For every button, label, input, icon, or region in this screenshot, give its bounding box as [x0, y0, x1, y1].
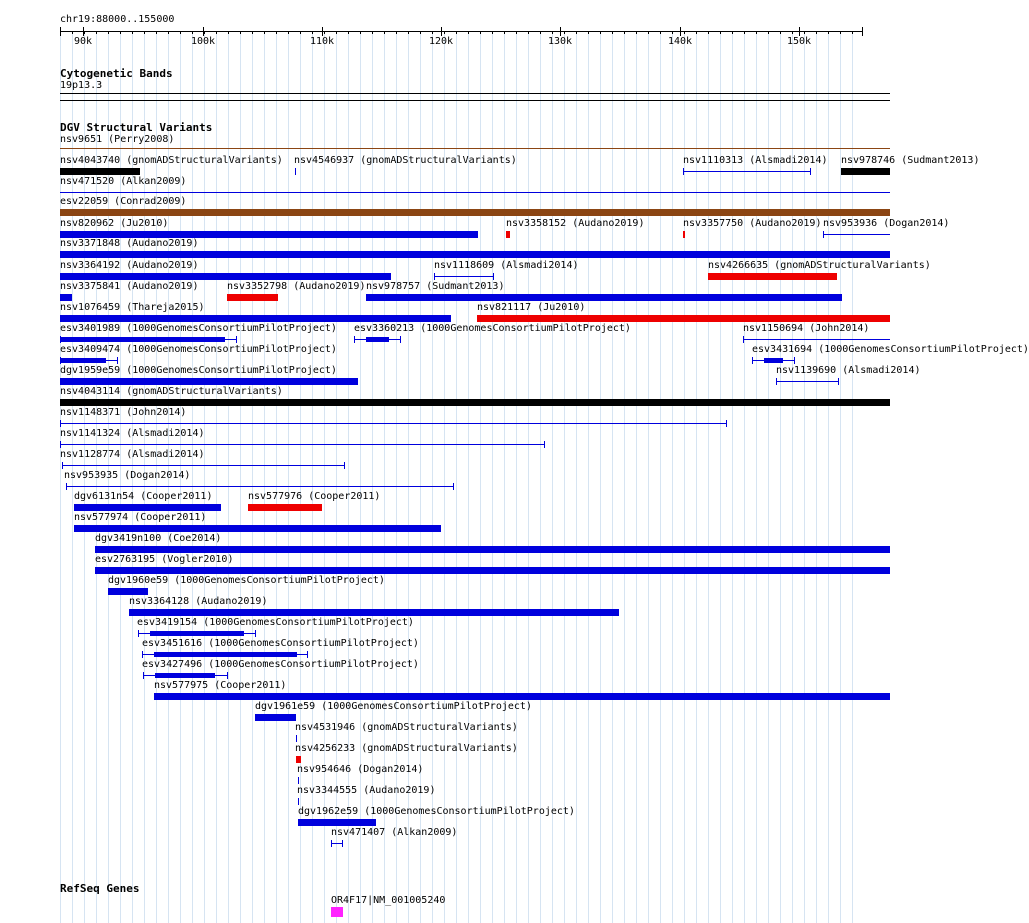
variant-label-dgv6131n54[interactable]: dgv6131n54 (Cooper2011) — [74, 491, 213, 502]
ruler-tick-label: 130k — [547, 36, 573, 47]
variant-label-esv3431694[interactable]: esv3431694 (1000GenomesConsortiumPilotProject) — [752, 344, 1029, 355]
variant-feature-nsv3352798[interactable] — [227, 294, 278, 301]
variant-label-nsv1141324[interactable]: nsv1141324 (Alsmadi2014) — [60, 428, 205, 439]
variant-feature-nsv1139690[interactable] — [776, 378, 839, 385]
variant-label-dgv3419n100[interactable]: dgv3419n100 (Coe2014) — [95, 533, 222, 544]
variant-feature-esv3427496[interactable] — [143, 672, 228, 679]
variant-feature-dgv1962e59[interactable] — [298, 819, 376, 826]
variant-label-nsv4546937[interactable]: nsv4546937 (gnomADStructuralVariants) — [294, 155, 517, 166]
variant-feature-dgv3419n100[interactable] — [95, 546, 890, 553]
variant-line — [743, 339, 890, 340]
variant-label-esv3419154[interactable]: esv3419154 (1000GenomesConsortiumPilotProject) — [137, 617, 414, 628]
variant-label-esv2763195[interactable]: esv2763195 (Vogler2010) — [95, 554, 234, 565]
variant-cap-left — [331, 840, 332, 847]
variant-label-nsv3358152[interactable]: nsv3358152 (Audano2019) — [506, 218, 645, 229]
variant-feature-nsv821117[interactable] — [477, 315, 890, 322]
variant-cap-left — [138, 630, 139, 637]
variant-label-nsv953935[interactable]: nsv953935 (Dogan2014) — [64, 470, 191, 481]
variant-label-nsv577976[interactable]: nsv577976 (Cooper2011) — [248, 491, 381, 502]
variant-feature-dgv1959e59[interactable] — [60, 378, 358, 385]
variant-cap-left — [66, 483, 67, 490]
variant-line — [62, 465, 345, 466]
variant-feature-dgv1960e59[interactable] — [108, 588, 148, 595]
variant-label-nsv4043740[interactable]: nsv4043740 (gnomADStructuralVariants) — [60, 155, 283, 166]
variant-cap-left — [142, 651, 143, 658]
variant-feature-nsv1150694[interactable] — [743, 336, 890, 343]
variant-feature-esv22059[interactable] — [60, 209, 890, 216]
variant-line — [434, 276, 494, 277]
variant-feature-nsv954646[interactable] — [298, 777, 299, 784]
variant-feature-nsv3364192[interactable] — [60, 273, 391, 280]
variant-feature-nsv953935[interactable] — [66, 483, 454, 490]
variant-label-nsv978757[interactable]: nsv978757 (Sudmant2013) — [366, 281, 505, 292]
variant-label-nsv820962[interactable]: nsv820962 (Ju2010) — [60, 218, 169, 229]
variant-line — [60, 444, 545, 445]
variant-label-nsv3357750[interactable]: nsv3357750 (Audano2019) — [683, 218, 822, 229]
variant-feature-esv3419154[interactable] — [138, 630, 256, 637]
variant-line — [823, 234, 890, 235]
ruler-tick-label: 120k — [428, 36, 454, 47]
variant-label-esv3401989[interactable]: esv3401989 (1000GenomesConsortiumPilotProject) — [60, 323, 337, 334]
variant-label-esv3360213[interactable]: esv3360213 (1000GenomesConsortiumPilotProject) — [354, 323, 631, 334]
ruler-tick-label: 150k — [786, 36, 812, 47]
ruler-tick-label: 110k — [309, 36, 335, 47]
variant-label-nsv954646[interactable]: nsv954646 (Dogan2014) — [297, 764, 424, 775]
variant-feature-nsv953936[interactable] — [823, 231, 890, 238]
gene-feature[interactable] — [331, 907, 343, 917]
variant-label-nsv1128774[interactable]: nsv1128774 (Alsmadi2014) — [60, 449, 205, 460]
variant-label-esv3409474[interactable]: esv3409474 (1000GenomesConsortiumPilotProject) — [60, 344, 337, 355]
variant-label-nsv1110313[interactable]: nsv1110313 (Alsmadi2014) — [683, 155, 828, 166]
variant-cap-right — [227, 672, 228, 679]
variant-label-nsv471407[interactable]: nsv471407 (Alkan2009) — [331, 827, 458, 838]
variant-label-dgv1960e59[interactable]: dgv1960e59 (1000GenomesConsortiumPilotProject) — [108, 575, 385, 586]
variant-feature-nsv820962[interactable] — [60, 231, 478, 238]
variant-core — [764, 358, 783, 363]
variant-feature-esv3401989[interactable] — [60, 336, 237, 343]
variant-label-nsv4256233[interactable]: nsv4256233 (gnomADStructuralVariants) — [295, 743, 518, 754]
variant-feature-nsv3344555[interactable] — [298, 798, 299, 805]
variant-core — [155, 673, 215, 678]
variant-feature-nsv3364128[interactable] — [129, 609, 619, 616]
variant-feature-nsv1076459[interactable] — [60, 315, 451, 322]
variant-cap-left — [143, 672, 144, 679]
variant-feature-nsv3358152[interactable] — [506, 231, 510, 238]
variant-core — [60, 358, 106, 363]
variant-cap-right — [117, 357, 118, 364]
ruler-tick-label: 100k — [190, 36, 216, 47]
variant-cap-right — [493, 273, 494, 280]
variant-label-nsv4531946[interactable]: nsv4531946 (gnomADStructuralVariants) — [295, 722, 518, 733]
refseq-track-title: RefSeq Genes — [60, 882, 140, 895]
variant-label-nsv577975[interactable]: nsv577975 (Cooper2011) — [154, 680, 287, 691]
variant-label-nsv3371848[interactable]: nsv3371848 (Audano2019) — [60, 238, 199, 249]
variant-cap-right — [400, 336, 401, 343]
variant-cap-left — [60, 441, 61, 448]
variant-cap-right — [794, 357, 795, 364]
variant-line — [776, 381, 839, 382]
variant-cap-right — [726, 420, 727, 427]
cytoband-label: 19p13.3 — [60, 80, 103, 91]
cytoband-track-title: Cytogenetic Bands — [60, 67, 173, 80]
variant-cap-left — [823, 231, 824, 238]
cytoband-line-top — [60, 93, 890, 94]
variant-cap-right — [810, 168, 811, 175]
variant-core — [150, 631, 244, 636]
variant-label-nsv3364192[interactable]: nsv3364192 (Audano2019) — [60, 260, 199, 271]
variant-label-nsv3364128[interactable]: nsv3364128 (Audano2019) — [129, 596, 268, 607]
variant-cap-right — [344, 462, 345, 469]
variant-feature-nsv471407[interactable] — [331, 840, 343, 847]
variant-feature-esv3451616[interactable] — [142, 651, 308, 658]
variant-cap-left — [354, 336, 355, 343]
variant-label-nsv4043114[interactable]: nsv4043114 (gnomADStructuralVariants) — [60, 386, 283, 397]
variant-cap-left — [60, 420, 61, 427]
variant-feature-dgv6131n54[interactable] — [74, 504, 221, 511]
variant-cap-left — [752, 357, 753, 364]
cytoband-line-bottom — [60, 100, 890, 101]
variant-cap-right — [255, 630, 256, 637]
variant-label-nsv821117[interactable]: nsv821117 (Ju2010) — [477, 302, 586, 313]
variant-feature-nsv4266635[interactable] — [708, 273, 837, 280]
variant-feature-nsv1141324[interactable] — [60, 441, 545, 448]
variant-cap-left — [683, 168, 684, 175]
variant-feature-nsv577975[interactable] — [154, 693, 890, 700]
variant-label-nsv577974[interactable]: nsv577974 (Cooper2011) — [74, 512, 207, 523]
variant-feature-esv3360213[interactable] — [354, 336, 401, 343]
variant-feature-nsv4531946[interactable] — [296, 735, 297, 742]
variant-cap-left — [776, 378, 777, 385]
variant-feature-nsv4043740[interactable] — [60, 168, 140, 175]
variant-label-nsv1150694[interactable]: nsv1150694 (John2014) — [743, 323, 870, 334]
variant-cap-left — [743, 336, 744, 343]
variant-label-dgv1962e59[interactable]: dgv1962e59 (1000GenomesConsortiumPilotProject) — [298, 806, 575, 817]
variant-feature-nsv3375841[interactable] — [60, 294, 72, 301]
variant-feature-nsv577974[interactable] — [74, 525, 441, 532]
variant-feature-nsv471520[interactable] — [60, 192, 890, 193]
variant-feature-esv3409474[interactable] — [60, 357, 118, 364]
variant-label-dgv1961e59[interactable]: dgv1961e59 (1000GenomesConsortiumPilotProject) — [255, 701, 532, 712]
variant-label-nsv1148371[interactable]: nsv1148371 (John2014) — [60, 407, 187, 418]
variant-line — [683, 171, 811, 172]
variant-label-esv3427496[interactable]: esv3427496 (1000GenomesConsortiumPilotProject) — [142, 659, 419, 670]
region-label: chr19:88000..155000 — [60, 14, 175, 25]
variant-cap-right — [342, 840, 343, 847]
dgv-top-variant-label[interactable]: nsv9651 (Perry2008) — [60, 134, 175, 145]
variant-feature-nsv978757[interactable] — [366, 294, 842, 301]
variant-cap-right — [236, 336, 237, 343]
ruler-tick-label: 140k — [667, 36, 693, 47]
variant-feature-nsv4256233[interactable] — [296, 756, 301, 763]
variant-label-esv22059[interactable]: esv22059 (Conrad2009) — [60, 196, 187, 207]
variant-label-nsv1076459[interactable]: nsv1076459 (Thareja2015) — [60, 302, 205, 313]
variant-label-esv3451616[interactable]: esv3451616 (1000GenomesConsortiumPilotProject) — [142, 638, 419, 649]
variant-label-nsv4266635[interactable]: nsv4266635 (gnomADStructuralVariants) — [708, 260, 931, 271]
variant-label-nsv978746[interactable]: nsv978746 (Sudmant2013) — [841, 155, 980, 166]
variant-label-nsv3352798[interactable]: nsv3352798 (Audano2019) — [227, 281, 366, 292]
variant-label-nsv1118609[interactable]: nsv1118609 (Alsmadi2014) — [434, 260, 579, 271]
variant-cap-right — [838, 378, 839, 385]
variant-feature-nsv1148371[interactable] — [60, 420, 727, 427]
variant-feature-nsv1128774[interactable] — [62, 462, 345, 469]
variant-line — [66, 486, 454, 487]
variant-feature-nsv3371848[interactable] — [60, 251, 890, 258]
variant-label-nsv3344555[interactable]: nsv3344555 (Audano2019) — [297, 785, 436, 796]
variant-feature-nsv1118609[interactable] — [434, 273, 494, 280]
variant-cap-left — [62, 462, 63, 469]
variant-label-nsv1139690[interactable]: nsv1139690 (Alsmadi2014) — [776, 365, 921, 376]
variant-core — [366, 337, 389, 342]
variant-cap-left — [434, 273, 435, 280]
variant-feature-nsv577976[interactable] — [248, 504, 322, 511]
dgv-top-variant-line[interactable] — [60, 148, 890, 149]
variant-label-dgv1959e59[interactable]: dgv1959e59 (1000GenomesConsortiumPilotProject) — [60, 365, 337, 376]
variant-feature-nsv1110313[interactable] — [683, 168, 811, 175]
variant-cap-right — [453, 483, 454, 490]
variant-core — [154, 652, 297, 657]
variant-label-nsv953936[interactable]: nsv953936 (Dogan2014) — [823, 218, 950, 229]
variant-label-nsv471520[interactable]: nsv471520 (Alkan2009) — [60, 176, 187, 187]
variant-feature-dgv1961e59[interactable] — [255, 714, 296, 721]
coordinate-ruler[interactable] — [0, 0, 890, 60]
ruler-tick-label: 90k — [73, 36, 93, 47]
variant-feature-nsv3357750[interactable] — [683, 231, 685, 238]
variant-core — [60, 337, 225, 342]
variant-label-nsv3375841[interactable]: nsv3375841 (Audano2019) — [60, 281, 199, 292]
variant-feature-nsv4546937[interactable] — [295, 168, 296, 175]
variant-line — [60, 423, 727, 424]
variant-cap-right — [307, 651, 308, 658]
dgv-track-title: DGV Structural Variants — [60, 121, 213, 134]
variant-feature-esv3431694[interactable] — [752, 357, 795, 364]
variant-feature-nsv4043114[interactable] — [60, 399, 890, 406]
variant-feature-nsv978746[interactable] — [841, 168, 890, 175]
gene-label[interactable]: OR4F17|NM_001005240 — [331, 895, 446, 906]
variant-feature-esv2763195[interactable] — [95, 567, 890, 574]
variant-cap-right — [544, 441, 545, 448]
